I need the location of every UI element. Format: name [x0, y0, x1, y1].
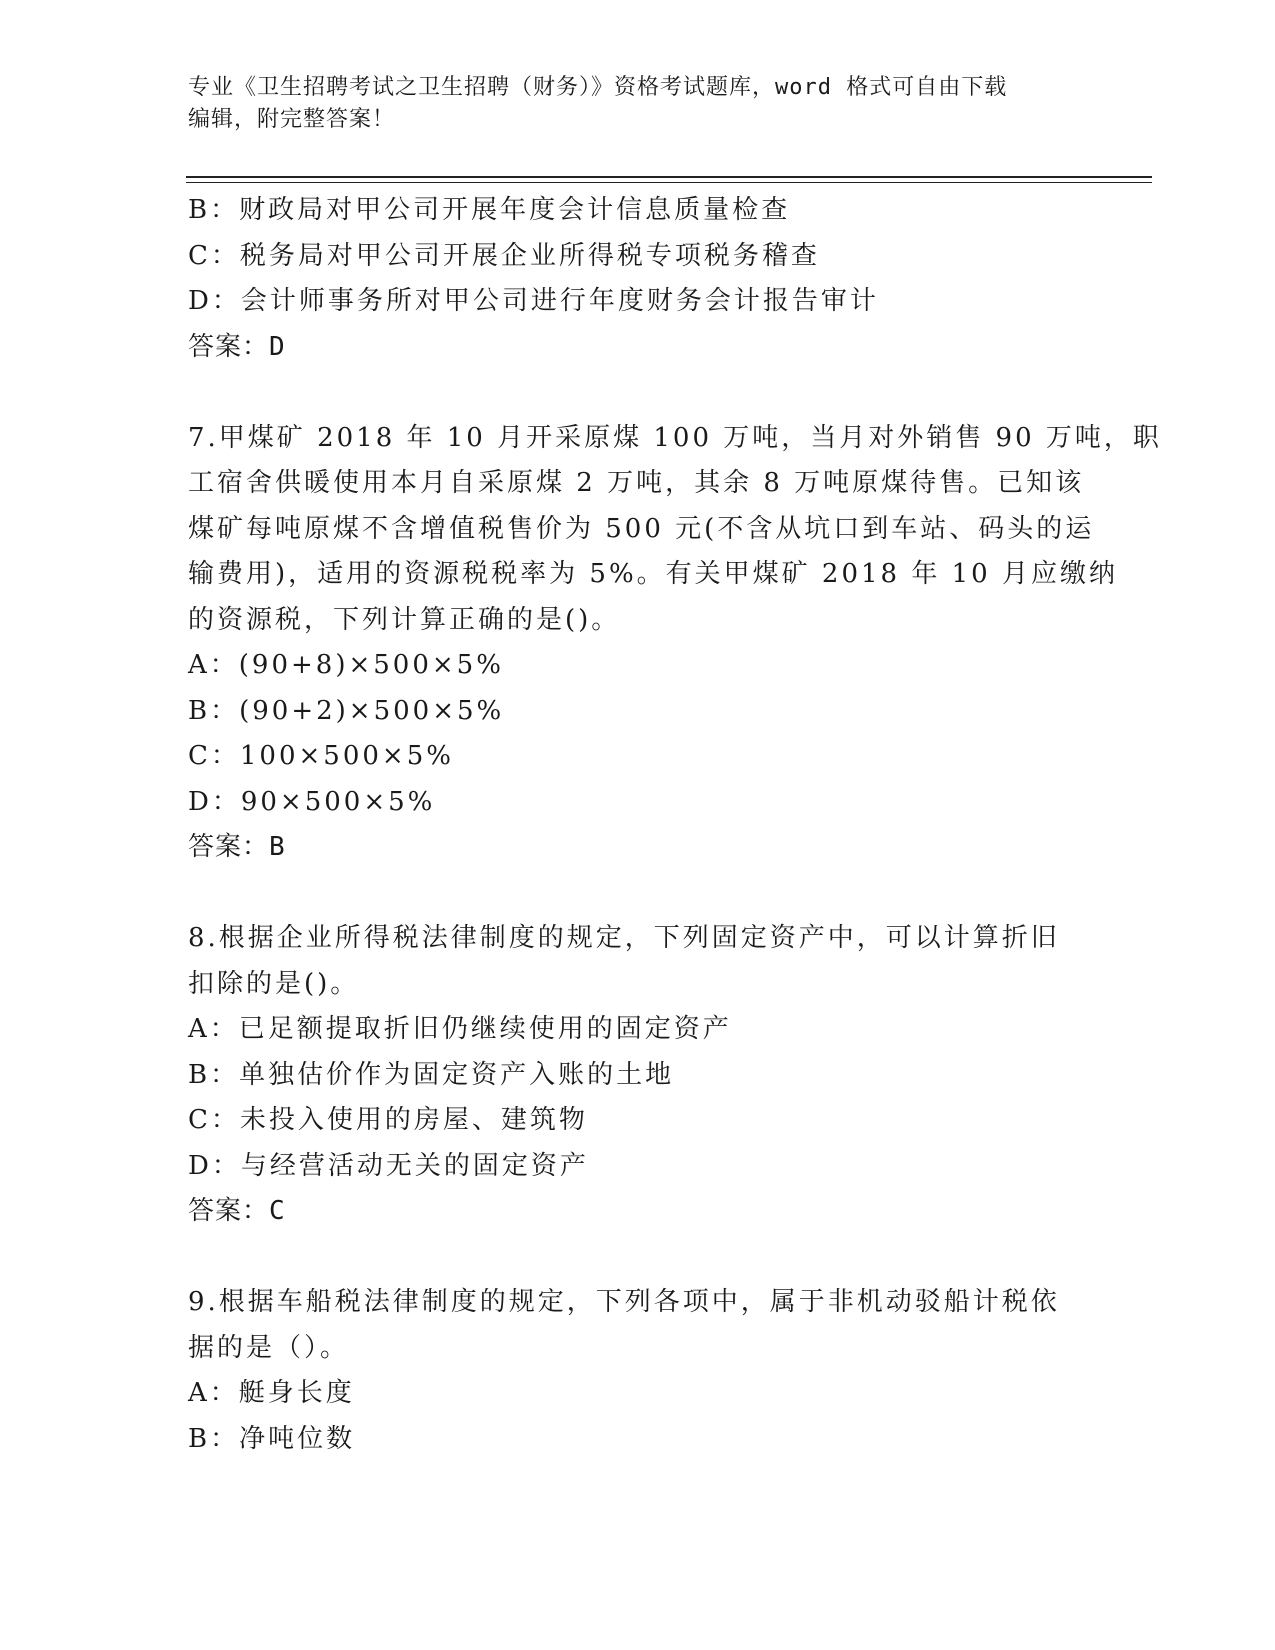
question-stem-line: 的资源税，下列计算正确的是()。: [188, 604, 621, 635]
question-stem-line: 7.甲煤矿 2018 年 10 月开采原煤 100 万吨，当月对外销售 90 万吨，职: [188, 422, 1162, 453]
previous-question: [188, 188, 1088, 370]
question-stem-line: 工宿舍供暖使用本月自采原煤 2 万吨，其余 8 万吨原煤待售。已知该: [188, 468, 1085, 498]
header-line-2: 编辑，附完整答案！: [188, 107, 396, 132]
header-divider-thick: [186, 176, 1152, 178]
spacer: [188, 370, 1088, 416]
option-d: D：与经营活动无关的固定资产: [188, 1150, 589, 1181]
header-divider-thin: [186, 182, 1152, 183]
option-d: D：90×500×5%: [188, 786, 436, 817]
option-c: C：100×500×5%: [188, 741, 454, 771]
question-7: [188, 416, 1162, 871]
document-header: [188, 72, 1068, 136]
option-a: A：已足额提取折旧仍继续使用的固定资产: [188, 1014, 732, 1044]
answer-label: 答案：D: [188, 331, 286, 362]
option-b: B：(90+2)×500×5%: [188, 695, 505, 726]
spacer: [188, 1235, 1088, 1281]
question-stem-line: 8.根据企业所得税法律制度的规定，下列固定资产中，可以计算折旧: [188, 923, 1060, 953]
question-list: [188, 188, 1162, 1462]
question-stem-line: 扣除的是()。: [188, 968, 360, 999]
option-a: A：艇身长度: [188, 1378, 355, 1408]
option-b: B：财政局对甲公司开展年度会计信息质量检查: [188, 195, 791, 225]
option-b: B：净吨位数: [188, 1423, 356, 1454]
spacer: [188, 871, 1088, 917]
option-c: C：税务局对甲公司开展企业所得税专项税务稽查: [188, 240, 820, 271]
answer-label: 答案：B: [188, 832, 286, 862]
option-a: A：(90+8)×500×5%: [188, 650, 504, 680]
header-line-1: 专业《卫生招聘考试之卫生招聘（财务）》资格考试题库，word 格式可自由下载: [188, 75, 1008, 100]
question-stem-line: 据的是（）。: [188, 1332, 350, 1363]
question-stem-line: 煤矿每吨原煤不含增值税售价为 500 元(不含从坑口到车站、码头的运: [188, 513, 1095, 544]
question-9: [188, 1280, 1088, 1462]
answer-label: 答案：C: [188, 1196, 286, 1226]
question-8: [188, 916, 1088, 1235]
option-b: B：单独估价作为固定资产入账的土地: [188, 1059, 675, 1090]
question-stem-line: 输费用)，适用的资源税税率为 5%。有关甲煤矿 2018 年 10 月应缴纳: [188, 559, 1118, 589]
option-c: C：未投入使用的房屋、建筑物: [188, 1105, 588, 1135]
question-stem-line: 9.根据车船税法律制度的规定，下列各项中，属于非机动驳船计税依: [188, 1287, 1060, 1317]
option-d: D：会计师事务所对甲公司进行年度财务会计报告审计: [188, 286, 879, 316]
